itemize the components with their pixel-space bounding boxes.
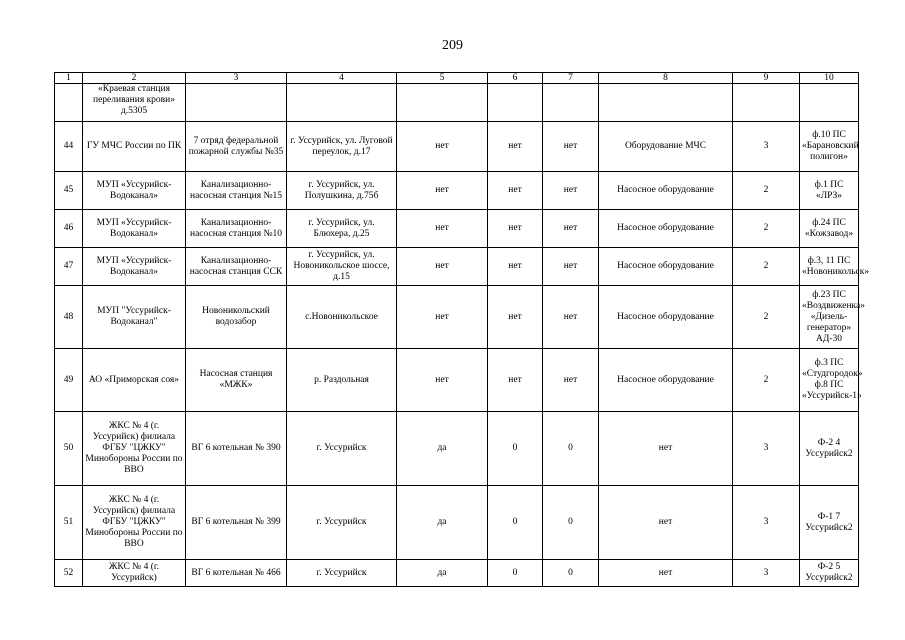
table-cell: нет [488, 349, 543, 412]
table-cell: г. Уссурийск, ул. Новоникольское шоссе, д.15 [287, 248, 397, 286]
table-cell: Новоникольский водозабор [186, 286, 287, 349]
table-cell: ф.10 ПС «Барановский полигон» [800, 122, 859, 172]
table-cell: ВГ 6 котельная № 399 [186, 486, 287, 560]
table-cell: 3 [733, 486, 800, 560]
table-cell: Насосное оборудование [599, 286, 733, 349]
table-cell: да [397, 486, 488, 560]
table-cell: да [397, 560, 488, 587]
table-cell [488, 84, 543, 122]
column-header: 8 [599, 73, 733, 84]
table-cell: нет [543, 349, 599, 412]
table-row [55, 349, 859, 412]
table-cell: 2 [733, 286, 800, 349]
table-cell: ф.24 ПС «Кожзавод» [800, 210, 859, 248]
table-cell: нет [488, 172, 543, 210]
data-table [54, 72, 870, 587]
table-cell [55, 84, 83, 122]
table-cell: МУП «Уссурийск-Водоканал» [83, 210, 186, 248]
table-cell: 0 [543, 486, 599, 560]
table-row [55, 210, 859, 248]
table-cell: нет [543, 210, 599, 248]
table-cell: 7 отряд федеральной пожарной службы №35 [186, 122, 287, 172]
table-row [55, 486, 859, 560]
table-cell [186, 84, 287, 122]
table-cell: МУП «Уссурийск-Водоканал» [83, 172, 186, 210]
table-cell: г. Уссурийск, ул. Полушкина, д.75б [287, 172, 397, 210]
column-header: 9 [733, 73, 800, 84]
column-header: 2 [83, 73, 186, 84]
table-cell: нет [397, 349, 488, 412]
table-cell: ЖКС № 4 (г. Уссурийск) филиала ФГБУ "ЦЖКУ" Минобороны России по ВВО [83, 486, 186, 560]
table-cell: нет [599, 560, 733, 587]
table-cell: 51 [55, 486, 83, 560]
table-cell: нет [543, 122, 599, 172]
table-cell: г. Уссурийск [287, 486, 397, 560]
table-header-row [55, 73, 859, 84]
table-cell: 47 [55, 248, 83, 286]
table-cell: нет [543, 172, 599, 210]
table-cell: Канализационно-насосная станция №15 [186, 172, 287, 210]
table-cell: 50 [55, 412, 83, 486]
table-row [55, 122, 859, 172]
table-cell: Насосное оборудование [599, 349, 733, 412]
table-cell: нет [397, 122, 488, 172]
table-cell: Канализационно-насосная станция ССК [186, 248, 287, 286]
table-cell: 0 [488, 486, 543, 560]
table-cell: нет [488, 286, 543, 349]
table-cell: МУП "Уссурийск-Водоканал" [83, 286, 186, 349]
table-cell: г. Уссурийск [287, 412, 397, 486]
table-row [55, 412, 859, 486]
table-cell: 2 [733, 248, 800, 286]
column-header: 5 [397, 73, 488, 84]
table-cell: нет [397, 210, 488, 248]
table-cell: Ф-2 4 Уссурийск2 [800, 412, 859, 486]
table-cell: нет [543, 286, 599, 349]
table-cell: нет [397, 286, 488, 349]
table-cell: 0 [543, 560, 599, 587]
table-cell: 2 [733, 172, 800, 210]
table-row [55, 560, 859, 587]
table-cell: 3 [733, 412, 800, 486]
table-cell [543, 84, 599, 122]
column-header: 7 [543, 73, 599, 84]
column-header: 3 [186, 73, 287, 84]
table-cell: 44 [55, 122, 83, 172]
table-cell: МУП «Уссурийск-Водоканал» [83, 248, 186, 286]
table-cell: ф.3 ПС «Студгородок» ф.8 ПС «Уссурийск-1» [800, 349, 859, 412]
column-header: 6 [488, 73, 543, 84]
table-cell: ф.3, 11 ПС «Новоникольск» [800, 248, 859, 286]
table-cell: Канализационно-насосная станция №10 [186, 210, 287, 248]
table-cell: ф.23 ПС «Воздвиженка» «Дизель-генератор» АД-30 [800, 286, 859, 349]
table-cell: 0 [488, 560, 543, 587]
table-cell [599, 84, 733, 122]
table-cell [800, 84, 859, 122]
table-cell [287, 84, 397, 122]
table-cell: 2 [733, 210, 800, 248]
table-cell: ВГ 6 котельная № 390 [186, 412, 287, 486]
table-cell: с.Новоникольское [287, 286, 397, 349]
table-cell: 49 [55, 349, 83, 412]
table-cell: нет [488, 210, 543, 248]
table-cell: да [397, 412, 488, 486]
table-cell: нет [488, 122, 543, 172]
table-cell: 0 [488, 412, 543, 486]
table-cell: нет [599, 486, 733, 560]
table-row [55, 248, 859, 286]
table-cell: нет [543, 248, 599, 286]
table-cell: г. Уссурийск [287, 560, 397, 587]
table-cell: Насосное оборудование [599, 172, 733, 210]
table-cell: Насосная станция «МЖК» [186, 349, 287, 412]
table-cell: г. Уссурийск, ул. Блюхера, д.25 [287, 210, 397, 248]
table-row [55, 84, 859, 122]
table-cell: г. Уссурийск, ул. Луговой переулок, д.17 [287, 122, 397, 172]
table-cell: ф.1 ПС «ЛРЗ» [800, 172, 859, 210]
table-row [55, 172, 859, 210]
table-cell: 2 [733, 349, 800, 412]
table-cell [733, 84, 800, 122]
table-cell: Насосное оборудование [599, 210, 733, 248]
table-cell: 3 [733, 122, 800, 172]
table-row [55, 286, 859, 349]
table-cell: ГУ МЧС России по ПК [83, 122, 186, 172]
table-cell: нет [397, 172, 488, 210]
table-cell: нет [488, 248, 543, 286]
table-cell [397, 84, 488, 122]
table-cell: 48 [55, 286, 83, 349]
table-cell: 52 [55, 560, 83, 587]
column-header: 1 [55, 73, 83, 84]
table-cell: АО «Приморская соя» [83, 349, 186, 412]
table-cell: 0 [543, 412, 599, 486]
column-header: 4 [287, 73, 397, 84]
table-cell: 46 [55, 210, 83, 248]
table-cell: ВГ 6 котельная № 466 [186, 560, 287, 587]
table-cell: «Краевая станция переливания крови» д.5305 [83, 84, 186, 122]
table-cell: ЖКС № 4 (г. Уссурийск) [83, 560, 186, 587]
page-number: 209 [442, 38, 463, 53]
table-cell: нет [599, 412, 733, 486]
table-cell: 3 [733, 560, 800, 587]
table-cell: ЖКС № 4 (г. Уссурийск) филиала ФГБУ "ЦЖКУ" Минобороны России по ВВО [83, 412, 186, 486]
table-cell: 45 [55, 172, 83, 210]
table-cell: р. Раздольная [287, 349, 397, 412]
column-header: 10 [800, 73, 859, 84]
table-cell: Насосное оборудование [599, 248, 733, 286]
table-cell: Оборудование МЧС [599, 122, 733, 172]
table-cell: нет [397, 248, 488, 286]
table-cell: Ф-2 5 Уссурийск2 [800, 560, 859, 587]
table-cell: Ф-1 7 Уссурийск2 [800, 486, 859, 560]
